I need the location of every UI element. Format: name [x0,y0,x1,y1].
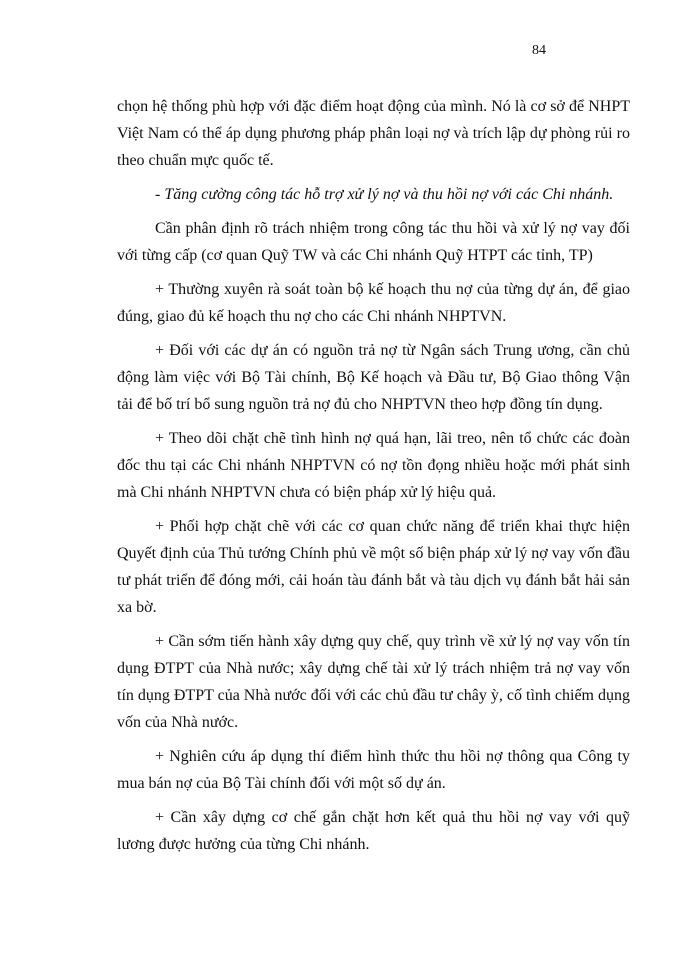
list-item-central-budget: + Đối với các dự án có nguồn trả nợ từ Ngân sách Trung ương, cần chủ động làm việc với Bộ Tài chính, Bộ Kế hoạch và Đầu tư, Bộ Giao thông Vận tải để bố trí bổ sung nguồn trả nợ đủ cho NHPTVN theo hợp đồng tín dụng. [117,342,630,413]
document-body [117,93,630,865]
list-item-regulations: + Cần sớm tiến hành xây dựng quy chế, quy trình về xử lý nợ vay vốn tín dụng ĐTPT của Nhà nước; xây dựng chế tài xử lý trách nhiệm trả nợ vay vốn tín dụng ĐTPT của Nhà nước đối với các chủ đầu tư chây ỳ, cố tình chiếm dụng vốn của Nhà nước. [117,633,630,731]
list-item-review-plan: + Thường xuyên rà soát toàn bộ kế hoạch thu nợ của từng dự án, để giao đúng, giao đủ kế hoạch thu nợ cho các Chi nhánh NHPTVN. [117,281,630,325]
paragraph-responsibility: Cần phân định rõ trách nhiệm trong công tác thu hồi và xử lý nợ vay đối với từng cấp (cơ quan Quỹ TW và các Chi nhánh Quỹ HTPT các tỉnh, TP) [117,220,630,264]
list-item-overdue-monitoring: + Theo dõi chặt chẽ tình hình nợ quá hạn, lãi treo, nên tổ chức các đoàn đốc thu tại các Chi nhánh NHPTVN có nợ tồn đọng nhiều hoặc mới phát sinh mà Chi nhánh NHPTVN chưa có biện pháp xử lý hiệu quả. [117,430,630,501]
list-item-salary-link: + Cần xây dựng cơ chế gắn chặt hơn kết quả thu hồi nợ vay với quỹ lương được hưởng của từng Chi nhánh. [117,809,630,853]
paragraph-continuation: chọn hệ thống phù hợp với đặc điểm hoạt động của mình. Nó là cơ sở để NHPT Việt Nam có thể áp dụng phương pháp phân loại nợ và trích lập dự phòng rủi ro theo chuẩn mực quốc tế. [117,98,630,169]
list-item-debt-trading: + Nghiên cứu áp dụng thí điểm hình thức thu hồi nợ thông qua Công ty mua bán nợ của Bộ Tài chính đối với một số dự án. [117,748,630,792]
page-number: 84 [532,43,546,58]
section-heading-debt-support: - Tăng cường công tác hỗ trợ xử lý nợ và thu hồi nợ với các Chi nhánh. [155,186,614,203]
list-item-coordination: + Phối hợp chặt chẽ với các cơ quan chức năng để triển khai thực hiện Quyết định của Thủ tướng Chính phủ về một số biện pháp xử lý nợ vay vốn đầu tư phát triển để đóng mới, cải hoán tàu đánh bắt và tàu dịch vụ đánh bắt hải sản xa bờ. [117,518,630,616]
